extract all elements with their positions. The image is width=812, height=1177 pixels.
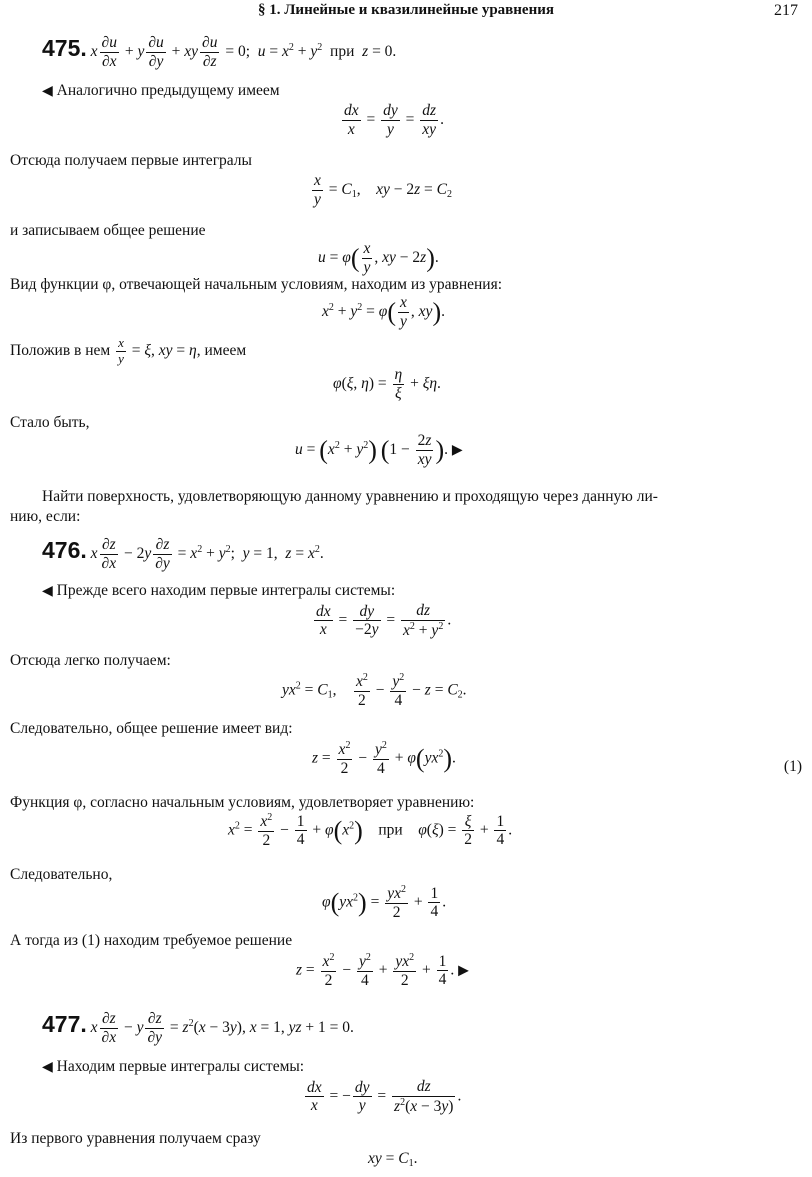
paragraph: Функция φ, согласно начальным условиям, удовлетворяет уравнению:	[10, 794, 475, 811]
left-triangle-icon: ◀	[42, 84, 53, 99]
equation: $x^2$ = $\frac{x^2}{2}$ − $\frac{1}{4}$ + $\varphi(x^2)$ при φ(ξ) = $\frac{\xi}{2}$ + $\frac{1}{4}$ .	[228, 812, 513, 849]
problem-number: 477.	[42, 1010, 87, 1037]
paragraph	[42, 1058, 304, 1076]
equation: $u = (x^2 + y^2) (1$ − $\frac{2z}{xy}$ ). ▶	[295, 432, 463, 468]
paragraph: Из первого уравнения получаем сразу	[10, 1130, 261, 1147]
problem-477-statement: 477. x $\frac{\partial z}{\partial x}$ − y $\frac{\partial z}{\partial y}$ = $z^2(x - 3y)$, x = 1, yz + 1 = 0.	[42, 1010, 354, 1046]
paragraph: Следовательно,	[10, 866, 113, 883]
equation: $x^2 + y^2 = \varphi$( $\frac{x}{y}$ , xy).	[322, 294, 445, 330]
left-triangle-icon: ◀	[42, 584, 53, 599]
problem-number: 475.	[42, 34, 87, 61]
pri-word: при	[378, 821, 403, 839]
problem-475-statement: 475. x $\frac{\partial u}{\partial x}$ + y $\frac{\partial u}{\partial y}$ + xy $\frac{\partial u}{\partial z}$ = 0; $u = x^2 + y^2$ при z = 0.	[42, 34, 397, 70]
problem-number: 476.	[42, 536, 87, 563]
equation: xy = $C_1$.	[368, 1150, 418, 1169]
paragraph: Найти поверхность, удовлетворяющую данному уравнению и проходящую через данную ли-	[42, 488, 658, 505]
paragraph: Вид функции φ, отвечающей начальным условиям, находим из уравнения:	[10, 276, 503, 293]
right-triangle-icon: ▶	[458, 963, 469, 979]
left-triangle-icon: ◀	[42, 1060, 53, 1075]
equation: u = φ( $\frac{x}{y}$ , xy − 2z).	[318, 240, 439, 276]
text-line: Прежде всего находим первые интегралы системы:	[56, 582, 396, 599]
paragraph: Положив в нем $\frac{x}{y}$ = ξ, xy = η, имеем	[10, 335, 247, 366]
paragraph: Стало быть,	[10, 414, 90, 431]
paragraph	[42, 82, 280, 100]
equation: z = $\frac{x^2}{2}$ − $\frac{y^2}{4}$ + $\frac{yx^2}{2}$ + $\frac{1}{4}$ . ▶	[296, 952, 469, 989]
section-title: § 1. Линейные и квазилинейные уравнения	[258, 2, 554, 18]
equation: z = $\frac{x^2}{2}$ − $\frac{y^2}{4}$ + $\varphi(yx^2)$.	[312, 740, 456, 777]
equation: $yx^2 = C_1$, $\frac{x^2}{2}$ − $\frac{y^2}{4}$ − $z = C_2$.	[282, 672, 467, 709]
text-line: Положив в нем	[10, 342, 111, 359]
paragraph	[42, 582, 395, 600]
equation: $\frac{dx}{x}$ = − $\frac{dy}{y}$ = $\frac{dz}{z^2(x - 3y)}$ .	[307, 1078, 462, 1115]
equation: $\varphi(yx^2)$ = $\frac{yx^2}{2}$ + $\frac{1}{4}$ .	[322, 884, 447, 921]
running-header	[0, 2, 812, 22]
paragraph: Следовательно, общее решение имеет вид:	[10, 720, 293, 737]
equation: $\frac{dx}{x}$ = $\frac{dy}{y}$ = $\frac{dz}{xy}$ .	[344, 102, 444, 138]
text-line: , имеем	[196, 342, 247, 359]
paragraph: Отсюда получаем первые интегралы	[10, 152, 252, 169]
paragraph: А тогда из (1) находим требуемое решение	[10, 932, 293, 949]
paragraph: и записываем общее решение	[10, 222, 206, 239]
text-line: Аналогично предыдущему имеем	[56, 82, 280, 99]
text-line: Находим первые интегралы системы:	[56, 1058, 305, 1075]
equation: $\frac{x}{y}$ = $C_1$, xy − $2z = C_2$	[314, 172, 453, 208]
paragraph: Отсюда легко получаем:	[10, 652, 171, 669]
equation: φ(ξ, η) = $\frac{\eta}{\xi}$ + ξη.	[333, 366, 441, 402]
page-number: 217	[774, 2, 798, 19]
paragraph: нию, если:	[10, 508, 81, 525]
pri-word: при	[330, 42, 355, 60]
problem-476-statement: 476. x $\frac{\partial z}{\partial x}$ − 2y $\frac{\partial z}{\partial y}$ = $x^2 + y^2$; y = 1, $z = x^2$.	[42, 536, 324, 572]
equation-number: (1)	[783, 758, 802, 775]
right-triangle-icon: ▶	[451, 442, 463, 458]
equation: $\frac{dx}{x}$ = $\frac{dy}{-2y}$ = $\frac{dz}{x^2 + y^2}$ .	[316, 602, 452, 639]
